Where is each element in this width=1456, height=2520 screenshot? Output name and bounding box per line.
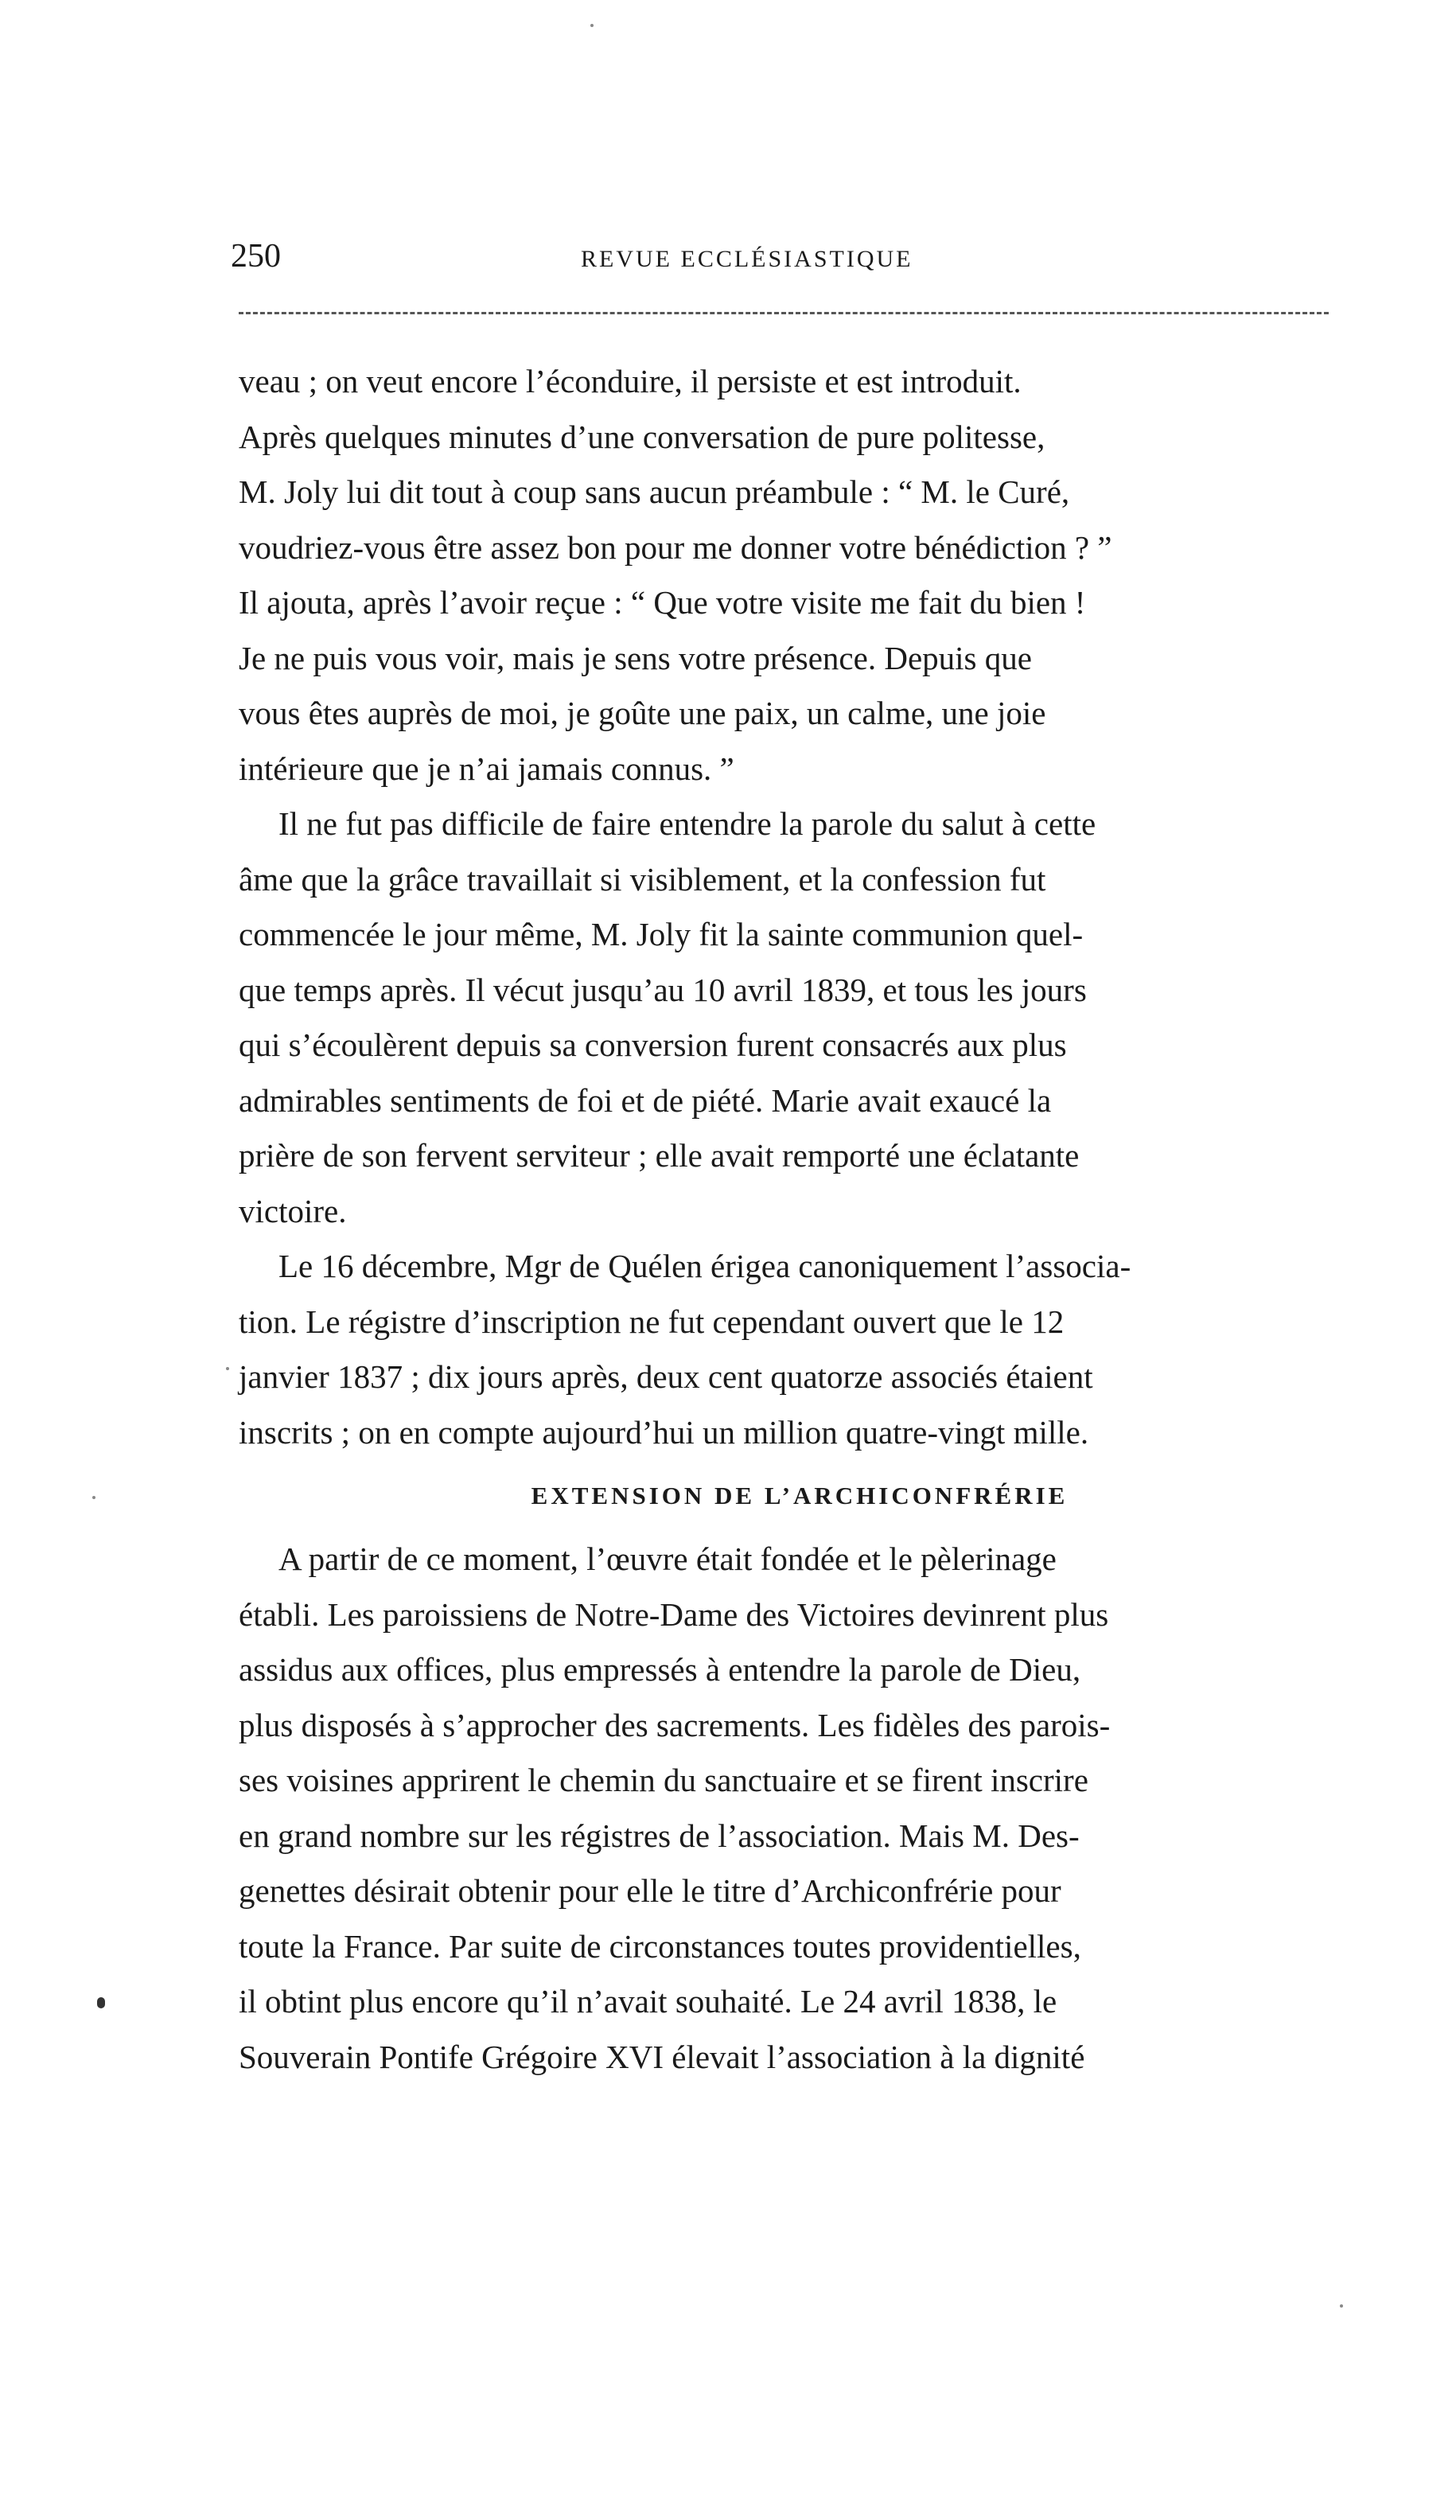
- text-line: âme que la grâce travaillait si visiblement, et la confession fut: [239, 860, 1046, 898]
- text-line: janvier 1837 ; dix jours après, deux cent quatorze associés étaient: [239, 1358, 1093, 1395]
- paragraph-continuation: [239, 354, 1329, 797]
- paragraph: [239, 797, 1329, 1239]
- text-line: Il ajouta, après l’avoir reçue : “ Que votre visite me fait du bien !: [239, 584, 1086, 621]
- text-line: ses voisines apprirent le chemin du sanctuaire et se firent inscrire: [239, 1762, 1088, 1798]
- text-line: toute la France. Par suite de circonstances toutes providentielles,: [239, 1927, 1081, 1965]
- margin-speck: [97, 1997, 105, 2008]
- page-header: [231, 232, 1329, 280]
- header-rule: [239, 312, 1329, 314]
- text-line: genettes désirait obtenir pour elle le titre d’Archiconfrérie pour: [239, 1872, 1061, 1909]
- text-line: il obtint plus encore qu’il n’avait souhaité. Le 24 avril 1838, le: [239, 1983, 1057, 2020]
- text-line: inscrits ; on en compte aujourd’hui un million quatre-vingt mille.: [239, 1413, 1089, 1451]
- margin-speck: [92, 1496, 95, 1499]
- text-line: Après quelques minutes d’une conversation de pure politesse,: [239, 418, 1045, 455]
- margin-speck: [1340, 2304, 1343, 2308]
- margin-speck: [590, 24, 594, 27]
- text-line: M. Joly lui dit tout à coup sans aucun préambule : “ M. le Curé,: [239, 473, 1070, 510]
- text-line: prière de son fervent serviteur ; elle avait remporté une éclatante: [239, 1137, 1080, 1174]
- section-heading: EXTENSION DE L’ARCHICONFRÉRIE: [531, 1482, 1069, 1509]
- body-text: [239, 354, 1329, 2085]
- text-line: qui s’écoulèrent depuis sa conversion furent consacrés aux plus: [239, 1026, 1067, 1063]
- text-line: assidus aux offices, plus empressés à entendre la parole de Dieu,: [239, 1651, 1081, 1688]
- text-line: veau ; on veut encore l’éconduire, il persiste et est introduit.: [239, 363, 1022, 399]
- text-line: Il ne fut pas difficile de faire entendre la parole du salut à cette: [278, 805, 1096, 842]
- text-line: intérieure que je n’ai jamais connus. ”: [239, 750, 734, 787]
- paragraph: [239, 1239, 1329, 1460]
- paragraph: [239, 1532, 1329, 2085]
- text-line: Le 16 décembre, Mgr de Quélen érigea canoniquement l’associa-: [278, 1248, 1131, 1284]
- running-head: REVUE ECCLÉSIASTIQUE: [581, 246, 913, 272]
- text-line: en grand nombre sur les régistres de l’association. Mais M. Des-: [239, 1817, 1080, 1854]
- page-number: 250: [231, 238, 281, 275]
- text-line: victoire.: [239, 1192, 347, 1229]
- text-line: Souverain Pontife Grégoire XVI élevait l’association à la dignité: [239, 2038, 1085, 2075]
- text-line: plus disposés à s’approcher des sacrements. Les fidèles des parois-: [239, 1706, 1111, 1743]
- text-line: A partir de ce moment, l’œuvre était fondée et le pèlerinage: [278, 1540, 1057, 1577]
- text-line: voudriez-vous être assez bon pour me donner votre bénédiction ? ”: [239, 528, 1112, 566]
- text-line: tion. Le régistre d’inscription ne fut cependant ouvert que le 12: [239, 1303, 1065, 1340]
- margin-speck: [226, 1367, 229, 1370]
- text-line: commencée le jour même, M. Joly fit la sainte communion quel-: [239, 916, 1084, 952]
- text-line: Je ne puis vous voir, mais je sens votre présence. Depuis que: [239, 639, 1032, 676]
- text-line: établi. Les paroissiens de Notre-Dame des Victoires devinrent plus: [239, 1595, 1109, 1633]
- text-line: vous êtes auprès de moi, je goûte une paix, un calme, une joie: [239, 695, 1046, 731]
- text-line: admirables sentiments de foi et de piété. Marie avait exaucé la: [239, 1081, 1052, 1119]
- text-line: que temps après. Il vécut jusqu’au 10 avril 1839, et tous les jours: [239, 971, 1087, 1008]
